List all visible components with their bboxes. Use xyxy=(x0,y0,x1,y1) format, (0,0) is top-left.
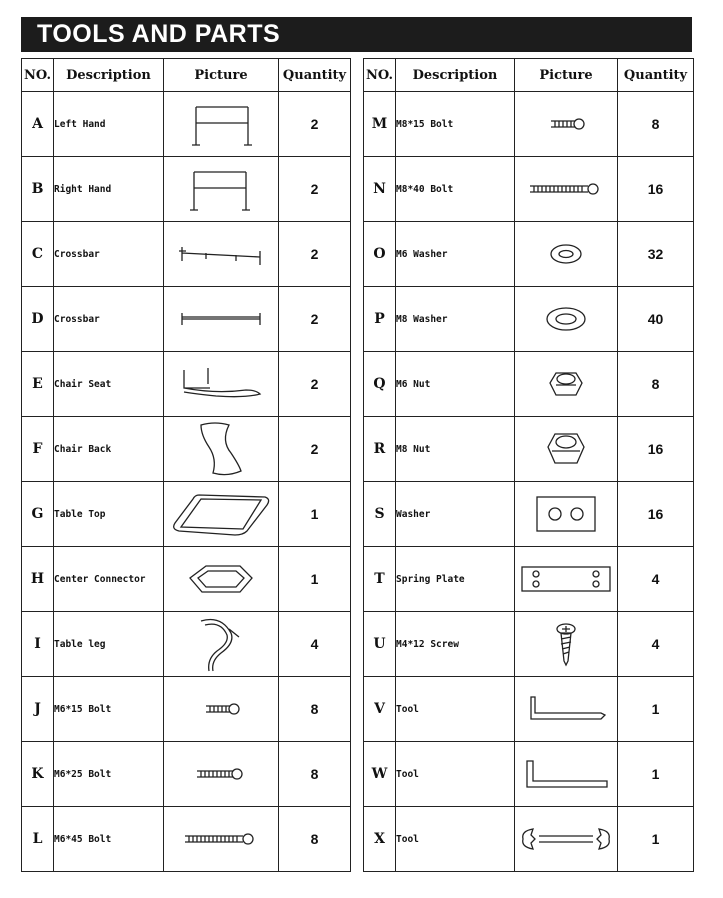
part-description: M6*25 Bolt xyxy=(54,742,164,807)
part-number: I xyxy=(22,612,54,677)
part-number: O xyxy=(364,222,396,287)
table-row xyxy=(22,92,351,157)
part-description: M8 Nut xyxy=(396,417,515,482)
small-nut-icon xyxy=(515,367,617,401)
part-quantity: 2 xyxy=(279,287,351,352)
spring-plate-icon xyxy=(515,563,617,595)
part-quantity: 4 xyxy=(618,547,694,612)
table-row xyxy=(22,222,351,287)
part-picture xyxy=(515,677,618,742)
part-number: Q xyxy=(364,352,396,417)
part-picture xyxy=(164,612,279,677)
long-bolt-icon xyxy=(515,179,617,199)
part-number: H xyxy=(22,547,54,612)
part-description: Washer xyxy=(396,482,515,547)
table-row xyxy=(22,807,351,872)
table-row xyxy=(364,352,694,417)
part-description: M6*15 Bolt xyxy=(54,677,164,742)
table-row xyxy=(364,222,694,287)
part-description: Chair Seat xyxy=(54,352,164,417)
part-number: U xyxy=(364,612,396,677)
part-description: Spring Plate xyxy=(396,547,515,612)
table-row xyxy=(364,742,694,807)
part-number: P xyxy=(364,287,396,352)
part-picture xyxy=(515,742,618,807)
part-number: V xyxy=(364,677,396,742)
part-quantity: 8 xyxy=(618,352,694,417)
short-bolt-icon xyxy=(515,114,617,134)
part-picture xyxy=(164,222,279,287)
part-picture xyxy=(164,677,279,742)
part-number: E xyxy=(22,352,54,417)
table-header-row xyxy=(364,59,694,92)
part-number: K xyxy=(22,742,54,807)
part-picture xyxy=(515,352,618,417)
part-quantity: 32 xyxy=(618,222,694,287)
part-quantity: 1 xyxy=(279,482,351,547)
part-picture xyxy=(164,352,279,417)
part-number: R xyxy=(364,417,396,482)
header-description: Description xyxy=(396,59,515,92)
part-number: G xyxy=(22,482,54,547)
header-no: NO. xyxy=(364,59,396,92)
table-header-row xyxy=(22,59,351,92)
part-number: N xyxy=(364,157,396,222)
right-hand-frame-icon xyxy=(164,164,278,214)
table-row xyxy=(22,742,351,807)
part-quantity: 1 xyxy=(618,677,694,742)
part-description: M8*40 Bolt xyxy=(396,157,515,222)
part-quantity: 2 xyxy=(279,417,351,482)
header-picture: Picture xyxy=(515,59,618,92)
part-quantity: 1 xyxy=(618,807,694,872)
part-description: M4*12 Screw xyxy=(396,612,515,677)
part-picture xyxy=(164,417,279,482)
part-description: Right Hand xyxy=(54,157,164,222)
part-picture xyxy=(515,222,618,287)
table-leg-icon xyxy=(164,613,278,675)
chair-seat-icon xyxy=(164,364,278,404)
part-number: T xyxy=(364,547,396,612)
part-quantity: 8 xyxy=(279,807,351,872)
crossbar-with-brackets-icon xyxy=(164,239,278,269)
large-nut-icon xyxy=(515,429,617,469)
part-quantity: 4 xyxy=(279,612,351,677)
header-picture: Picture xyxy=(164,59,279,92)
part-description: Crossbar xyxy=(54,287,164,352)
part-description: Chair Back xyxy=(54,417,164,482)
part-number: F xyxy=(22,417,54,482)
part-picture xyxy=(164,742,279,807)
crossbar-icon xyxy=(164,307,278,331)
large-washer-icon xyxy=(515,305,617,333)
long-bolt-icon xyxy=(164,829,278,849)
part-quantity: 2 xyxy=(279,352,351,417)
part-quantity: 8 xyxy=(618,92,694,157)
part-description: Tool xyxy=(396,677,515,742)
medium-bolt-icon xyxy=(164,764,278,784)
part-quantity: 40 xyxy=(618,287,694,352)
part-number: B xyxy=(22,157,54,222)
part-quantity: 16 xyxy=(618,157,694,222)
left-hand-frame-icon xyxy=(164,99,278,149)
table-row xyxy=(364,612,694,677)
part-quantity: 16 xyxy=(618,482,694,547)
table-row xyxy=(364,92,694,157)
part-description: Table leg xyxy=(54,612,164,677)
table-row xyxy=(364,482,694,547)
hex-key-small-icon xyxy=(515,693,617,725)
page-title: TOOLS AND PARTS xyxy=(37,20,281,48)
part-number: D xyxy=(22,287,54,352)
table-row xyxy=(364,417,694,482)
part-picture xyxy=(515,417,618,482)
wrench-icon xyxy=(515,823,617,855)
part-picture xyxy=(164,92,279,157)
chair-back-icon xyxy=(164,419,278,479)
part-number: X xyxy=(364,807,396,872)
part-picture xyxy=(515,92,618,157)
part-picture xyxy=(515,287,618,352)
part-picture xyxy=(515,807,618,872)
part-picture xyxy=(515,482,618,547)
part-description: M6*45 Bolt xyxy=(54,807,164,872)
part-quantity: 8 xyxy=(279,677,351,742)
part-picture xyxy=(164,807,279,872)
small-washer-icon xyxy=(515,242,617,266)
part-description: Center Connector xyxy=(54,547,164,612)
parts-table-right xyxy=(363,58,694,872)
header-quantity: Quantity xyxy=(279,59,351,92)
table-row xyxy=(22,612,351,677)
part-description: M6 Washer xyxy=(396,222,515,287)
part-description: Left Hand xyxy=(54,92,164,157)
table-top-icon xyxy=(164,491,278,537)
part-picture xyxy=(164,157,279,222)
table-row xyxy=(364,807,694,872)
part-description: M8*15 Bolt xyxy=(396,92,515,157)
part-description: Table Top xyxy=(54,482,164,547)
part-quantity: 16 xyxy=(618,417,694,482)
part-description: Tool xyxy=(396,807,515,872)
hex-key-large-icon xyxy=(515,757,617,791)
table-row xyxy=(22,287,351,352)
table-row xyxy=(22,547,351,612)
part-number: L xyxy=(22,807,54,872)
part-number: M xyxy=(364,92,396,157)
table-row xyxy=(364,547,694,612)
header-quantity: Quantity xyxy=(618,59,694,92)
square-washer-icon xyxy=(515,493,617,535)
part-number: C xyxy=(22,222,54,287)
part-quantity: 2 xyxy=(279,222,351,287)
part-quantity: 2 xyxy=(279,92,351,157)
center-connector-icon xyxy=(164,562,278,596)
short-bolt-icon xyxy=(164,699,278,719)
table-row xyxy=(22,482,351,547)
part-description: M6 Nut xyxy=(396,352,515,417)
part-number: J xyxy=(22,677,54,742)
part-quantity: 1 xyxy=(618,742,694,807)
part-picture xyxy=(164,547,279,612)
part-picture xyxy=(515,547,618,612)
table-row xyxy=(364,157,694,222)
part-quantity: 2 xyxy=(279,157,351,222)
table-row xyxy=(364,677,694,742)
part-number: A xyxy=(22,92,54,157)
screw-icon xyxy=(515,621,617,667)
header-description: Description xyxy=(54,59,164,92)
part-description: Tool xyxy=(396,742,515,807)
parts-table-left xyxy=(21,58,351,872)
part-picture xyxy=(515,157,618,222)
part-picture xyxy=(164,482,279,547)
table-row xyxy=(22,157,351,222)
part-quantity: 1 xyxy=(279,547,351,612)
part-picture xyxy=(164,287,279,352)
part-description: Crossbar xyxy=(54,222,164,287)
part-number: S xyxy=(364,482,396,547)
title-bar xyxy=(21,17,692,52)
part-quantity: 8 xyxy=(279,742,351,807)
table-row xyxy=(22,677,351,742)
part-number: W xyxy=(364,742,396,807)
part-description: M8 Washer xyxy=(396,287,515,352)
part-quantity: 4 xyxy=(618,612,694,677)
table-row xyxy=(22,417,351,482)
table-row xyxy=(22,352,351,417)
table-row xyxy=(364,287,694,352)
part-picture xyxy=(515,612,618,677)
header-no: NO. xyxy=(22,59,54,92)
